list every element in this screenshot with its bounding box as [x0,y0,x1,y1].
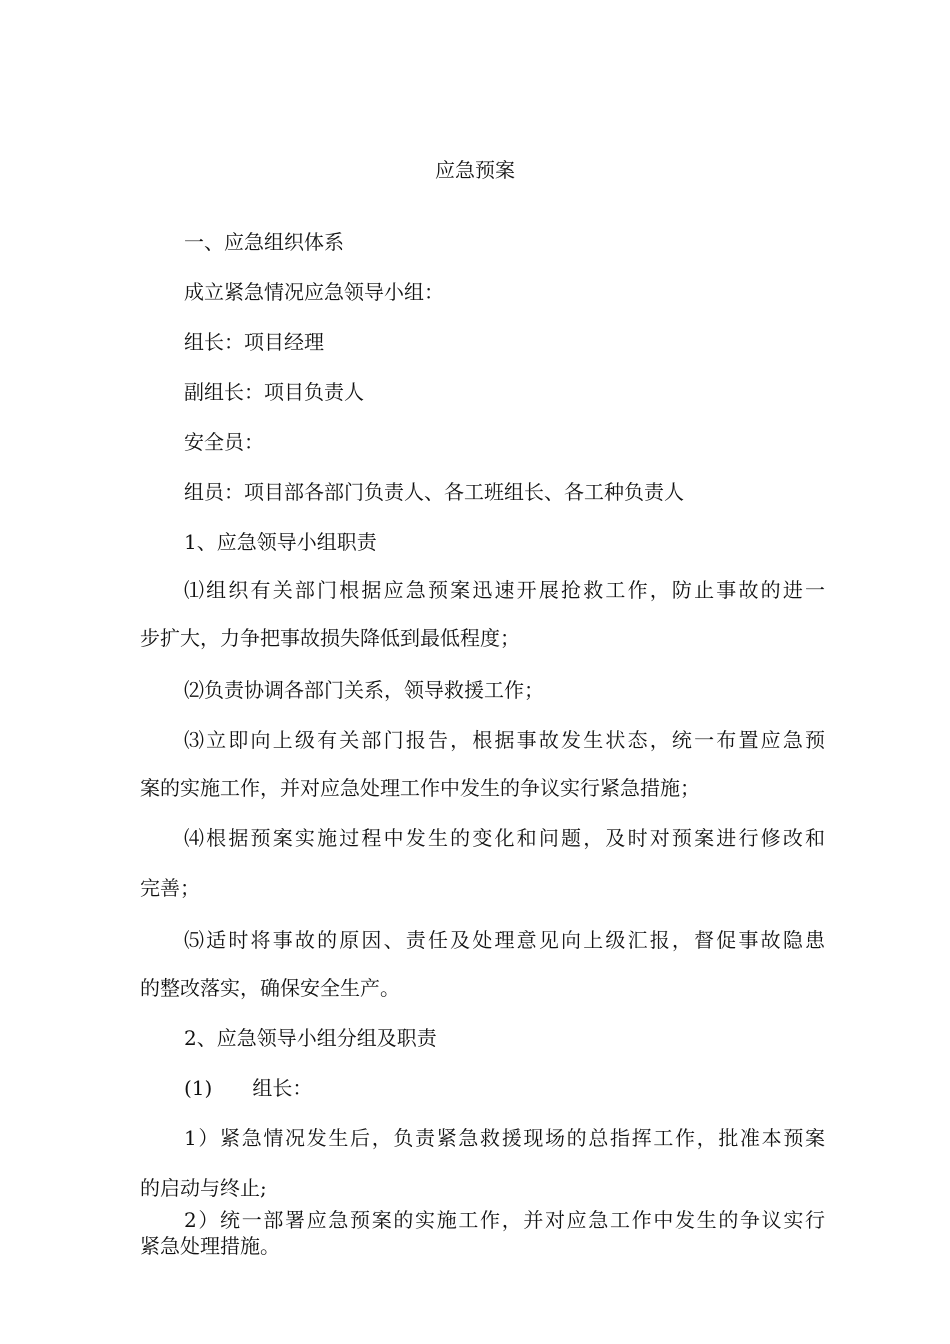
paragraph-line: 案的实施工作，并对应急处理工作中发生的争议实行紧急措施； [140,776,700,800]
paragraph-line: ⑵负责协调各部门关系，领导救援工作； [184,678,544,702]
paragraph-line: 紧急处理措施。 [140,1234,280,1258]
item-label: 组长： [252,1076,313,1100]
paragraph-line: ⑸适时将事故的原因、责任及处理意见向上级汇报，督促事故隐患 [184,928,825,952]
subsection-heading: 2、应急领导小组分组及职责 [184,1026,437,1050]
subsection-heading: 1、应急领导小组职责 [184,530,377,554]
item-number: (1) [184,1076,213,1100]
paragraph-line: 安全员： [184,430,264,454]
paragraph-line [184,1075,825,1101]
paragraph-line: 副组长：项目负责人 [184,380,364,404]
paragraph-line: 1）紧急情况发生后，负责紧急救援现场的总指挥工作，批准本预案 [184,1126,825,1150]
paragraph-line: 的启动与终止; [140,1176,267,1200]
paragraph-line: 组员：项目部各部门负责人、各工班组长、各工种负责人 [184,480,684,504]
paragraph-line: ⑶立即向上级有关部门报告，根据事故发生状态，统一布置应急预 [184,728,825,752]
document-title: 应急预案 [435,158,515,182]
paragraph-line: 完善； [140,876,200,900]
paragraph-line: 步扩大，力争把事故损失降低到最低程度； [140,626,520,650]
paragraph-line: 组长：项目经理 [184,330,324,354]
section-heading: 一、应急组织体系 [184,230,344,254]
paragraph-line: 的整改落实，确保安全生产。 [140,976,400,1000]
paragraph-line: 2）统一部署应急预案的实施工作，并对应急工作中发生的争议实行 [184,1208,825,1232]
paragraph-line: ⑷根据预案实施过程中发生的变化和问题，及时对预案进行修改和 [184,826,825,850]
paragraph-line: ⑴组织有关部门根据应急预案迅速开展抢救工作，防止事故的进一 [184,578,825,602]
paragraph-line: 成立紧急情况应急领导小组： [184,280,444,304]
